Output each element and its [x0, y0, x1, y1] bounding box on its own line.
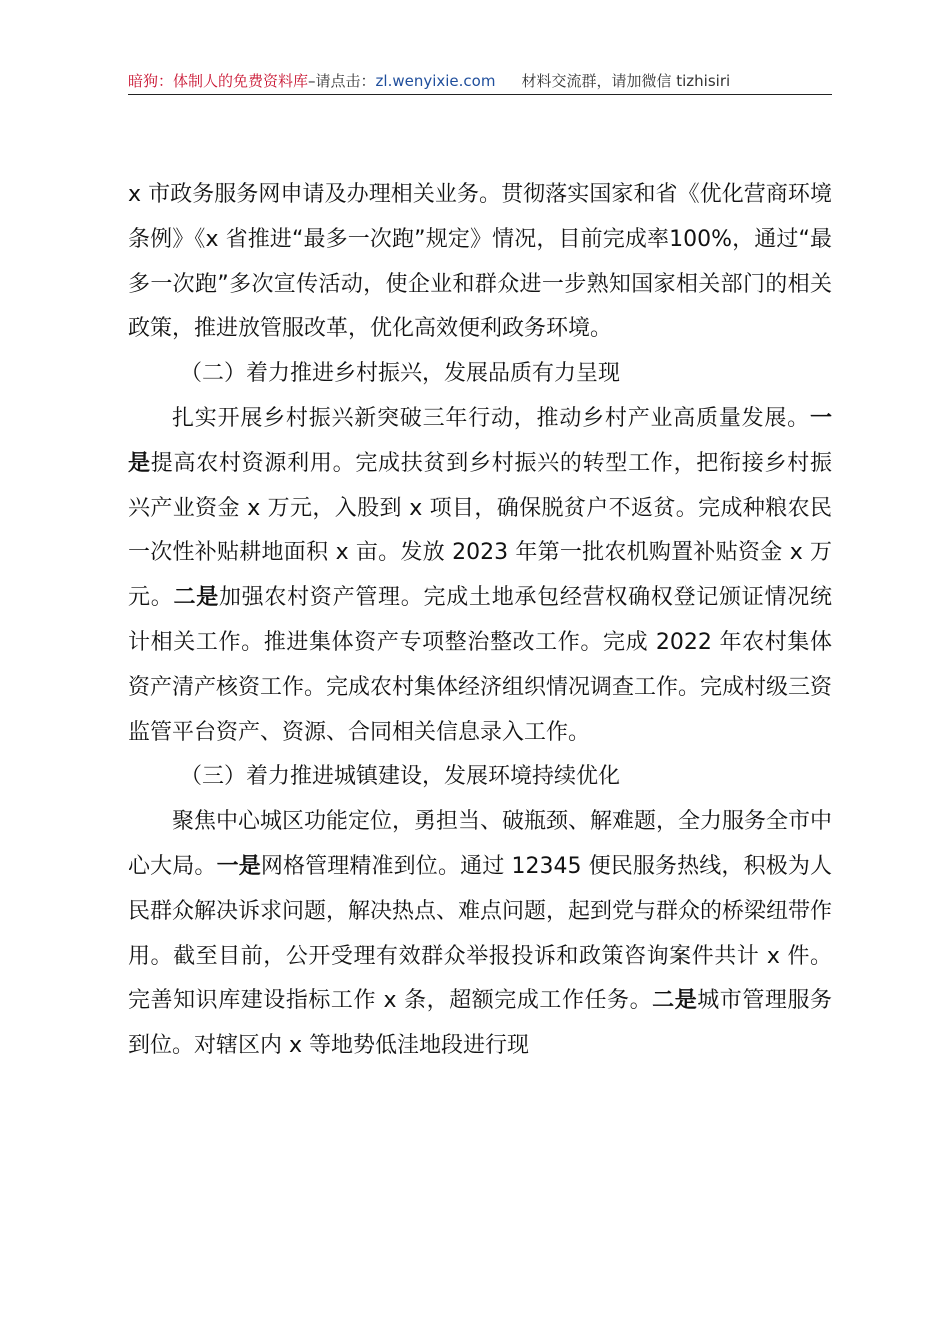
page-header [128, 70, 832, 92]
point-text-2: 城市管理服务到位。对辖区内 x 等地势低洼地段进行现 [128, 988, 832, 1059]
point-text-1: 提高农村资源利用。完成扶贫到乡村振兴的转型工作，把衔接乡村振兴产业资金 x 万元，入股到 x 项目，确保脱贫户不返贫。完成种粮农民一次性补贴耕地面积 x 亩。发放 2023 年第一批农机购置补贴资金 x 万元。 [128, 450, 832, 611]
header-divider [128, 94, 832, 95]
header-url-link[interactable]: zl.wenyixie.com [375, 72, 496, 90]
paragraph-intro: 扎实开展乡村振兴新突破三年行动，推动乡村产业高质量发展。 [172, 405, 810, 431]
point-text-2: 加强农村资产管理。完成土地承包经营权确权登记颁证情况统计相关工作。推进集体资产专项整治整改工作。完成 2022 年农村集体资产清产核资工作。完成农村集体经济组织情况调查工作。完成村级三资监管平台资产、资源、合同相关信息录入工作。 [128, 585, 833, 745]
point-marker-2: 二是 [652, 988, 698, 1014]
point-marker-1: 一是 [216, 853, 261, 879]
header-contact: 材料交流群，请加微信 tizhisiri [521, 72, 731, 90]
section-heading-3: （三）着力推进城镇建设，发展环境持续优化 [180, 764, 621, 790]
point-marker-1: 一是 [128, 405, 832, 476]
header-prompt: –请点击： [308, 72, 376, 90]
point-marker-2: 二是 [173, 585, 219, 611]
paragraph-rural-revitalization [128, 397, 832, 755]
header-brand: 暗狗：体制人的免费资料库 [128, 72, 309, 90]
section-heading-2: （二）着力推进乡村振兴，发展品质有力呈现 [180, 361, 621, 387]
document-body [128, 173, 832, 1069]
paragraph-continuation: x 市政务服务网申请及办理相关业务。贯彻落实国家和省《优化营商环境条例》《x 省推进“最多一次跑”规定》情况，目前完成率100%，通过“最多一次跑”多次宣传活动，使企业和群众进一步熟知国家相关部门的相关政策，推进放管服改革，优化高效便利政务环境。 [128, 182, 832, 342]
paragraph-intro: 聚焦中心城区功能定位，勇担当、破瓶颈、解难题，全力服务全市中心大局。 [128, 809, 833, 879]
point-text-1: 网格管理精准到位。通过 12345 便民服务热线，积极为人民群众解决诉求问题，解决热点、难点问题，起到党与群众的桥梁纽带作用。截至目前，公开受理有效群众举报投诉和政策咨询案件共计 x 件。完善知识库建设指标工作 x 条，超额完成工作任务。 [128, 853, 833, 1014]
paragraph-urban-construction [128, 800, 832, 1069]
